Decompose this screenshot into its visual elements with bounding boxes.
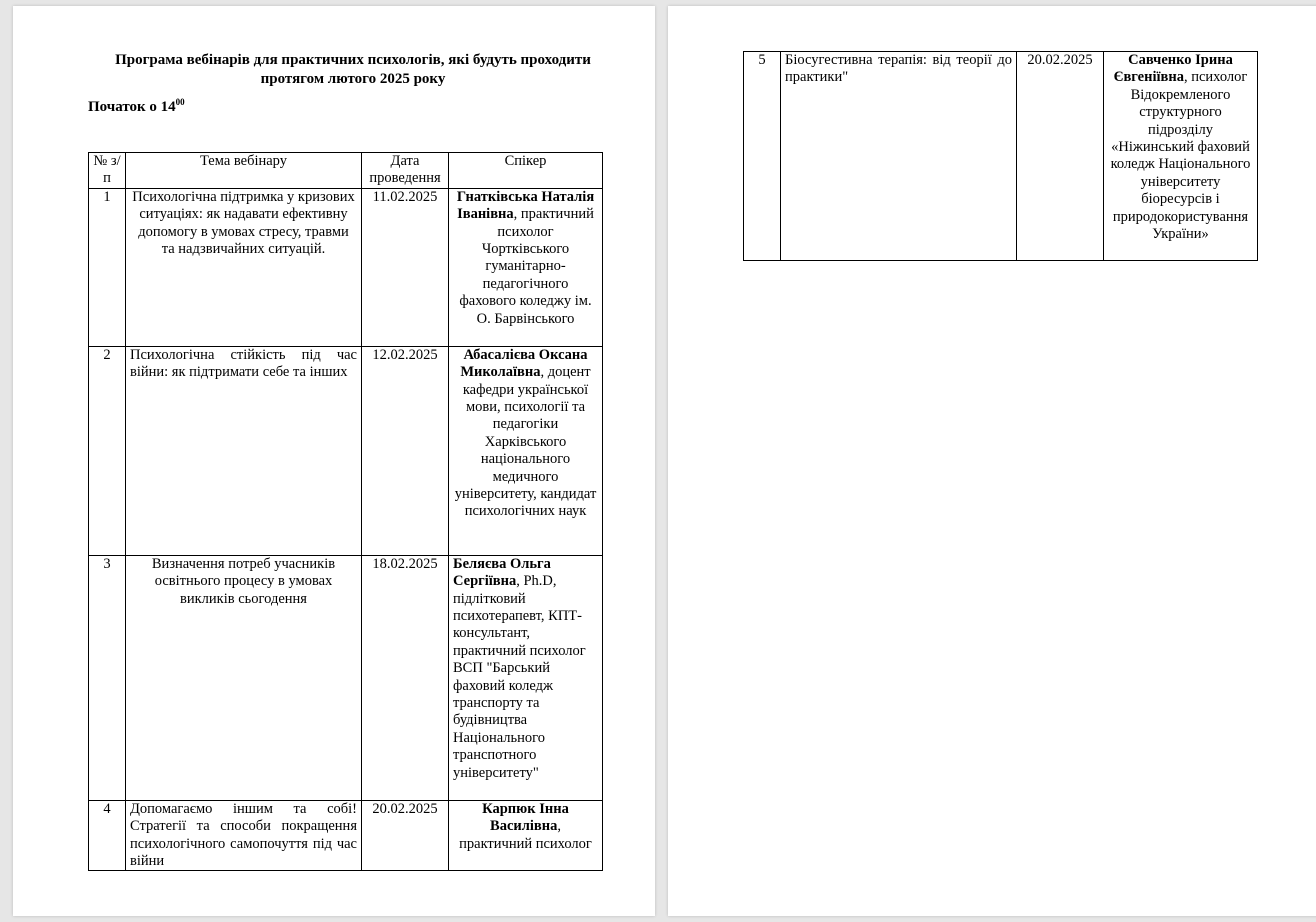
row-speaker (449, 555, 603, 800)
document-page-2 (668, 6, 1316, 916)
start-time-minutes: 00 (175, 97, 185, 107)
header-num: № з/п (89, 153, 126, 189)
row-date: 12.02.2025 (362, 346, 449, 555)
document-page-1 (13, 6, 655, 916)
speaker-info: , психолог Відокремленого структурного підрозділу «Ніжинський фаховий коледж Національного університету біоресурсів і природокористування України» (1110, 69, 1251, 243)
speaker-name: Карпюк Інна Василівна (482, 800, 569, 835)
row-speaker (449, 800, 603, 871)
row-num: 2 (89, 346, 126, 555)
row-date: 18.02.2025 (362, 555, 449, 800)
webinar-table-continued (743, 51, 1258, 261)
row-date: 11.02.2025 (362, 188, 449, 346)
row-date: 20.02.2025 (1017, 52, 1104, 261)
row-topic: Психологічна підтримка у кризових ситуаціях: як надавати ефективну допомогу в умовах стресу, травми та надзвичайних ситуацій. (126, 188, 362, 346)
speaker-info: , практичний психолог Чортківського гуманітарно-педагогічного фахового коледжу ім. О. Барвінського (459, 206, 594, 327)
start-time-label: Початок о 14 (88, 99, 176, 115)
speaker-info: , Ph.D, підлітковий психотерапевт, КПТ-консультант, практичний психолог ВСП "Барський фаховий коледж транспорту та будівництва Національного транспотного університету" (453, 573, 586, 781)
row-num: 4 (89, 800, 126, 871)
row-num: 5 (744, 52, 781, 261)
speaker-info: , практичний психолог (459, 818, 592, 852)
row-num: 1 (89, 188, 126, 346)
row-topic: Визначення потреб учасників освітнього процесу в умовах викликів сьогодення (126, 555, 362, 800)
table-row (89, 555, 603, 800)
header-speaker: Спікер (449, 153, 603, 189)
row-speaker (449, 346, 603, 555)
table-row (744, 52, 1258, 261)
row-topic: Біосугестивна терапія: від теорії до практики" (781, 52, 1017, 261)
webinar-table (88, 152, 603, 871)
table-row (89, 346, 603, 555)
speaker-name: Беляєва Ольга Сергіївна (453, 555, 551, 590)
row-topic: Допомагаємо іншим та собі! Стратегії та способи покращення психологічного самопочуття під час війни (126, 800, 362, 871)
row-speaker (1104, 52, 1258, 261)
table-row (89, 188, 603, 346)
header-date: Дата проведення (362, 153, 449, 189)
document-title: Програма вебінарів для практичних психологів, які будуть проходити протягом лютого 2025 року (115, 52, 591, 87)
speaker-name: Абасалієва Оксана Миколаївна (460, 346, 588, 381)
speaker-name: Савченко Ірина Євгеніївна (1113, 52, 1233, 86)
header-topic: Тема вебінару (126, 153, 362, 189)
row-speaker (449, 188, 603, 346)
start-time (88, 97, 185, 116)
speaker-info: , доцент кафедри української мови, психології та педагогіки Харківського національного медичного університету, кандидат психологічних наук (454, 364, 597, 520)
table-header-row (89, 153, 603, 189)
row-topic: Психологічна стійкість під час війни: як підтримати себе та інших (126, 346, 362, 555)
row-num: 3 (89, 555, 126, 800)
row-date: 20.02.2025 (362, 800, 449, 871)
speaker-name: Гнатківська Наталія Іванівна (456, 188, 595, 223)
table-row (89, 800, 603, 871)
